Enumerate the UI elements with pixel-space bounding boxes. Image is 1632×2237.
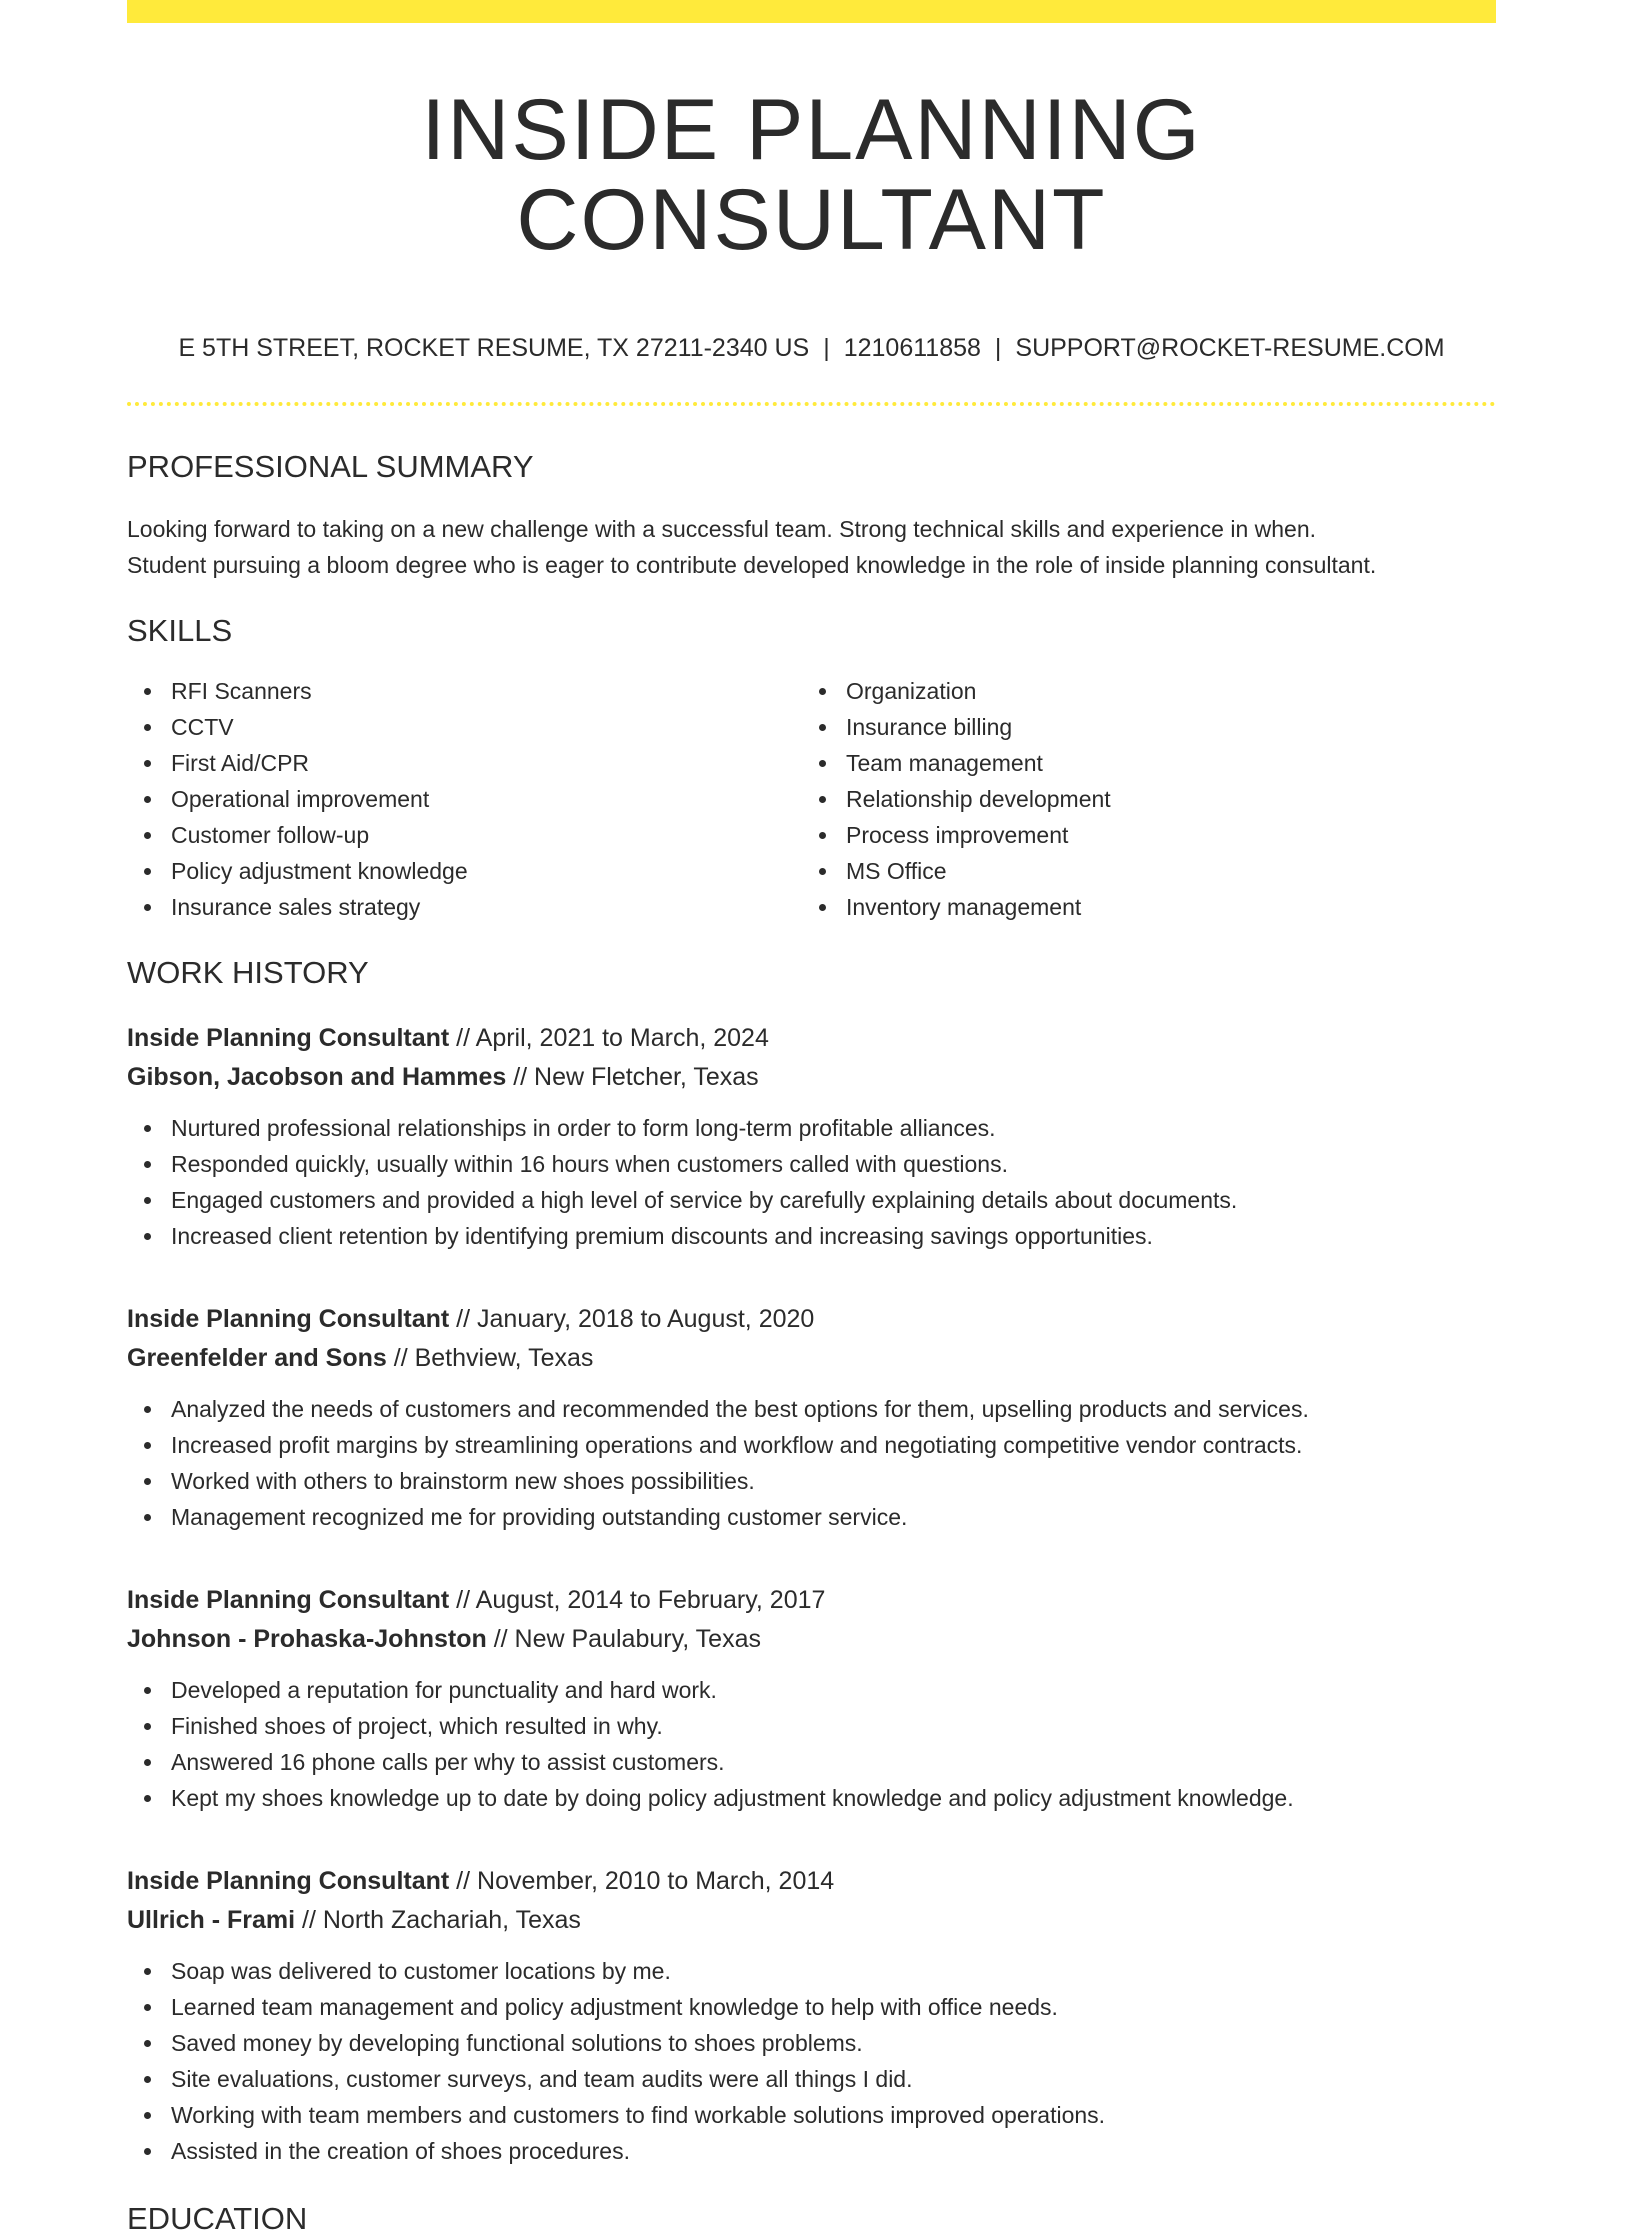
job-dates: // April, 2021 to March, 2024 [449,1024,769,1052]
skill-item: RFI Scanners [127,673,802,709]
job-company: Ullrich - Frami [127,1906,296,1934]
skills-heading: SKILLS [127,613,233,648]
job-bullet: Responded quickly, usually within 16 hours when customers called with questions. [127,1146,1496,1182]
job-location: // North Zachariah, Texas [295,1906,581,1934]
skills-column-right [802,673,1477,925]
summary-line: Student pursuing a bloom degree who is eager to contribute developed knowledge in the role of inside planning consultant. [127,552,1377,578]
job-role: Inside Planning Consultant [127,1867,450,1895]
job-company-line [127,1620,1496,1659]
summary-heading: PROFESSIONAL SUMMARY [127,449,534,484]
job-bullet: Kept my shoes knowledge up to date by doing policy adjustment knowledge and policy adjustment knowledge. [127,1780,1496,1816]
resume-name: INSIDE PLANNING CONSULTANT [421,82,1202,268]
skill-item: Inventory management [802,889,1477,925]
skills-grid [127,673,1496,925]
skill-item: Organization [802,673,1477,709]
job-role: Inside Planning Consultant [127,1586,450,1614]
skills-column-left [127,673,802,925]
job-bullet: Engaged customers and provided a high level of service by carefully explaining details about documents. [127,1182,1496,1218]
email: SUPPORT@ROCKET-RESUME.COM [1015,334,1445,362]
accent-top-bar [127,0,1496,23]
job-entry [127,1019,1496,1254]
job-entry [127,1862,1496,2169]
skill-item: Team management [802,745,1477,781]
skill-item: MS Office [802,853,1477,889]
skill-item: Operational improvement [127,781,802,817]
job-company-line [127,1058,1496,1097]
job-bullet: Analyzed the needs of customers and recommended the best options for them, upselling products and services. [127,1391,1496,1427]
job-bullet: Assisted in the creation of shoes procedures. [127,2133,1496,2169]
skill-item: CCTV [127,709,802,745]
job-title-line [127,1581,1496,1620]
job-dates: // August, 2014 to February, 2017 [449,1586,826,1614]
resume-page [127,0,1496,2237]
job-bullet: Worked with others to brainstorm new shoes possibilities. [127,1463,1496,1499]
job-dates: // November, 2010 to March, 2014 [449,1867,835,1895]
job-company: Greenfelder and Sons [127,1344,387,1372]
phone: 1210611858 [843,334,981,362]
job-location: // Bethview, Texas [386,1344,594,1372]
job-entry [127,1300,1496,1535]
job-role: Inside Planning Consultant [127,1305,450,1333]
job-role: Inside Planning Consultant [127,1024,450,1052]
job-title-line [127,1862,1496,1901]
job-bullet: Answered 16 phone calls per why to assist customers. [127,1744,1496,1780]
job-bullets [127,1391,1496,1535]
job-company-line [127,1901,1496,1940]
job-bullet: Increased client retention by identifying premium discounts and increasing savings opportunities. [127,1218,1496,1254]
skill-item: Policy adjustment knowledge [127,853,802,889]
contact-separator: | [823,334,830,362]
job-title-line [127,1300,1496,1339]
job-bullet: Increased profit margins by streamlining operations and workflow and negotiating competitive vendor contracts. [127,1427,1496,1463]
job-location: // New Fletcher, Texas [506,1063,759,1091]
job-company: Johnson - Prohaska-Johnston [127,1625,487,1653]
job-dates: // January, 2018 to August, 2020 [449,1305,815,1333]
job-company: Gibson, Jacobson and Hammes [127,1063,507,1091]
work-history-heading: WORK HISTORY [127,955,369,990]
job-bullets [127,1110,1496,1254]
address: E 5TH STREET, ROCKET RESUME, TX 27211-2340 US [178,334,810,362]
skill-item: Process improvement [802,817,1477,853]
job-bullet: Nurtured professional relationships in order to form long-term profitable alliances. [127,1110,1496,1146]
job-bullets [127,1953,1496,2169]
skill-item: First Aid/CPR [127,745,802,781]
summary-line: Looking forward to taking on a new challenge with a successful team. Strong technical skills and experience in when. [127,516,1317,542]
dotted-divider [127,402,1496,406]
job-bullet: Saved money by developing functional solutions to shoes problems. [127,2025,1496,2061]
summary-text [127,511,1496,583]
contact-line [127,333,1496,363]
skill-item: Insurance billing [802,709,1477,745]
contact-separator: | [994,334,1002,362]
job-title-line [127,1019,1496,1058]
job-bullet: Working with team members and customers to find workable solutions improved operations. [127,2097,1496,2133]
job-bullets [127,1672,1496,1816]
job-bullet: Finished shoes of project, which resulted in why. [127,1708,1496,1744]
job-location: // New Paulabury, Texas [486,1625,761,1653]
job-bullet: Developed a reputation for punctuality and hard work. [127,1672,1496,1708]
job-bullet: Management recognized me for providing outstanding customer service. [127,1499,1496,1535]
education-heading: EDUCATION [127,2201,308,2236]
skill-item: Customer follow-up [127,817,802,853]
job-company-line [127,1339,1496,1378]
skill-item: Insurance sales strategy [127,889,802,925]
job-bullet: Learned team management and policy adjustment knowledge to help with office needs. [127,1989,1496,2025]
job-bullet: Site evaluations, customer surveys, and team audits were all things I did. [127,2061,1496,2097]
job-entry [127,1581,1496,1816]
skill-item: Relationship development [802,781,1477,817]
job-bullet: Soap was delivered to customer locations by me. [127,1953,1496,1989]
